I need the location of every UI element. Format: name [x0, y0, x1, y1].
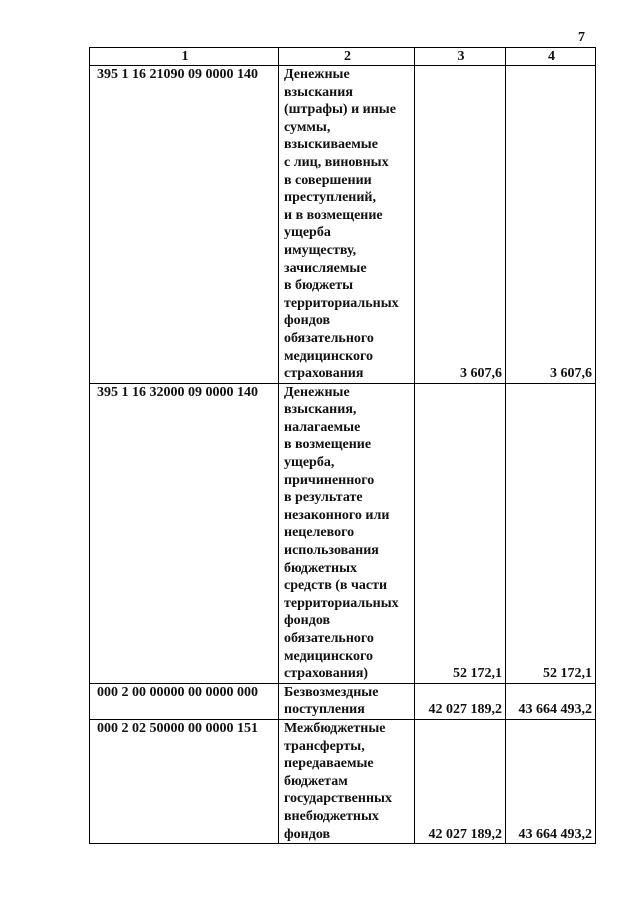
budget-code-cell: 395 1 16 32000 09 0000 140	[90, 383, 279, 683]
budget-name-cell: Безвозмездные поступления	[279, 683, 415, 719]
budget-name-cell: Денежные взыскания (штрафы) и иные суммы, взыскиваемые с лиц, виновных в совершении преступлений, и в возмещение ущерба имуществу, зачисляемые в бюджеты территориальных фондов обязательного медицинского страхования	[279, 66, 415, 384]
budget-name-cell: Денежные взыскания, налагаемые в возмещение ущерба, причиненного в результате незаконного или нецелевого использования бюджетных средств (в части территориальных фондов обязательного медицинского страхования)	[279, 383, 415, 683]
table-row	[90, 719, 596, 843]
table-row	[90, 66, 596, 384]
table-row	[90, 383, 596, 683]
budget-table	[89, 47, 596, 844]
page-number: 7	[578, 30, 585, 45]
budget-code-cell: 000 2 00 00000 00 0000 000	[90, 683, 279, 719]
amount-col-4-cell: 43 664 493,2	[506, 683, 596, 719]
header-col-1: 1	[90, 48, 279, 66]
budget-code-cell: 395 1 16 21090 09 0000 140	[90, 66, 279, 384]
budget-name-cell: Межбюджетные трансферты, передаваемые бюджетам государственных внебюджетных фондов	[279, 719, 415, 843]
amount-col-4-cell: 52 172,1	[506, 383, 596, 683]
header-col-2: 2	[279, 48, 415, 66]
budget-code-cell: 000 2 02 50000 00 0000 151	[90, 719, 279, 843]
amount-col-3-cell: 3 607,6	[415, 66, 506, 384]
amount-col-3-cell: 42 027 189,2	[415, 683, 506, 719]
amount-col-4-cell: 3 607,6	[506, 66, 596, 384]
table-row	[90, 683, 596, 719]
header-col-3: 3	[415, 48, 506, 66]
amount-col-3-cell: 42 027 189,2	[415, 719, 506, 843]
amount-col-3-cell: 52 172,1	[415, 383, 506, 683]
table-header-row	[90, 48, 596, 66]
header-col-4: 4	[506, 48, 596, 66]
amount-col-4-cell: 43 664 493,2	[506, 719, 596, 843]
